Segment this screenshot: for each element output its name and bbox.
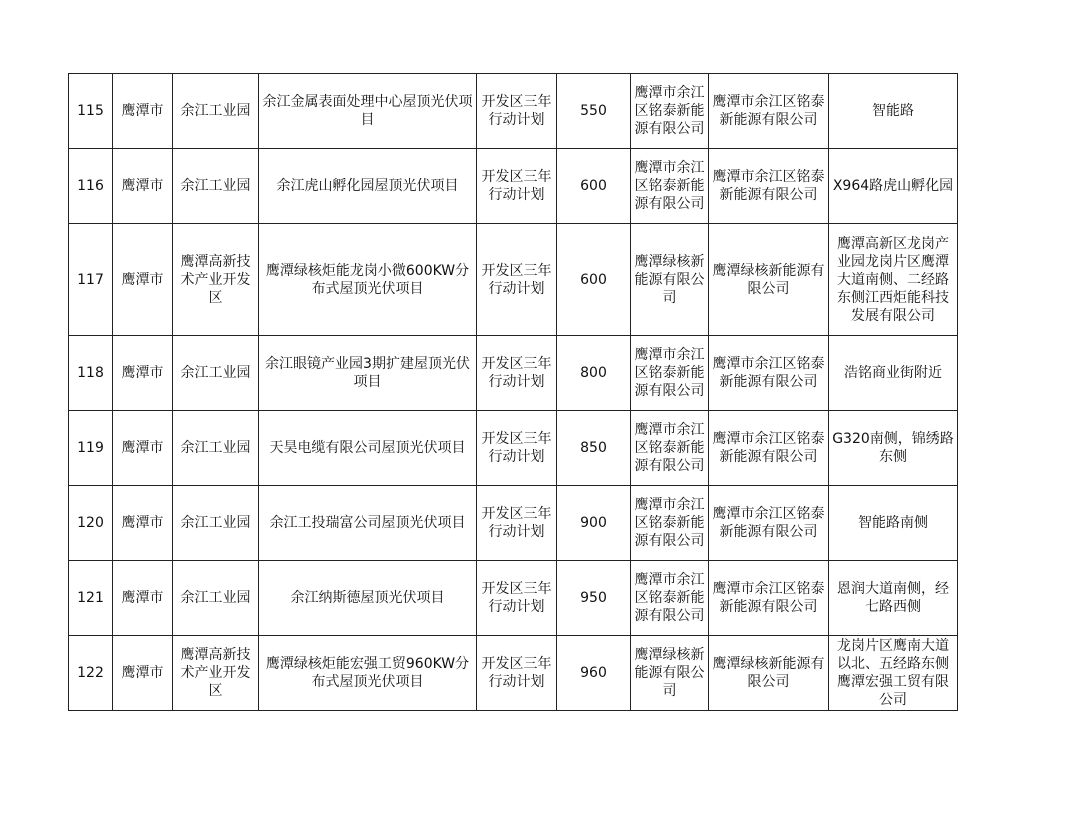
location-cell: 智能路 — [829, 74, 958, 149]
capacity-cell: 800 — [557, 336, 631, 411]
industrial-park-cell: 余江工业园 — [173, 149, 259, 224]
owner-company-cell: 鹰潭市余江区铭泰新能源有限公司 — [709, 486, 829, 561]
table-body — [69, 74, 958, 711]
location-cell: 浩铭商业街附近 — [829, 336, 958, 411]
industrial-park-cell: 余江工业园 — [173, 336, 259, 411]
project-name-cell: 余江工投瑞富公司屋顶光伏项目 — [259, 486, 477, 561]
investor-cell: 鹰潭绿核新能源有限公司 — [631, 636, 709, 711]
investor-cell: 鹰潭市余江区铭泰新能源有限公司 — [631, 74, 709, 149]
location-cell: G320南侧，锦绣路东侧 — [829, 411, 958, 486]
table-row — [69, 411, 958, 486]
row-number-cell: 120 — [69, 486, 113, 561]
location-cell: X964路虎山孵化园 — [829, 149, 958, 224]
owner-company-cell: 鹰潭市余江区铭泰新能源有限公司 — [709, 336, 829, 411]
city-cell: 鹰潭市 — [113, 561, 173, 636]
plan-source-cell: 开发区三年行动计划 — [477, 149, 557, 224]
capacity-cell: 600 — [557, 224, 631, 336]
owner-company-cell: 鹰潭市余江区铭泰新能源有限公司 — [709, 411, 829, 486]
table-row — [69, 486, 958, 561]
project-name-cell: 余江金属表面处理中心屋顶光伏项目 — [259, 74, 477, 149]
investor-cell: 鹰潭市余江区铭泰新能源有限公司 — [631, 149, 709, 224]
project-name-cell: 余江纳斯德屋顶光伏项目 — [259, 561, 477, 636]
owner-company-cell: 鹰潭市余江区铭泰新能源有限公司 — [709, 561, 829, 636]
row-number-cell: 119 — [69, 411, 113, 486]
city-cell: 鹰潭市 — [113, 636, 173, 711]
city-cell: 鹰潭市 — [113, 149, 173, 224]
row-number-cell: 121 — [69, 561, 113, 636]
city-cell: 鹰潭市 — [113, 336, 173, 411]
plan-source-cell: 开发区三年行动计划 — [477, 636, 557, 711]
industrial-park-cell: 鹰潭高新技术产业开发区 — [173, 224, 259, 336]
city-cell: 鹰潭市 — [113, 486, 173, 561]
table-row — [69, 74, 958, 149]
capacity-cell: 550 — [557, 74, 631, 149]
row-number-cell: 117 — [69, 224, 113, 336]
investor-cell: 鹰潭市余江区铭泰新能源有限公司 — [631, 336, 709, 411]
row-number-cell: 122 — [69, 636, 113, 711]
owner-company-cell: 鹰潭市余江区铭泰新能源有限公司 — [709, 149, 829, 224]
industrial-park-cell: 鹰潭高新技术产业开发区 — [173, 636, 259, 711]
capacity-cell: 950 — [557, 561, 631, 636]
row-number-cell: 115 — [69, 74, 113, 149]
investor-cell: 鹰潭市余江区铭泰新能源有限公司 — [631, 486, 709, 561]
city-cell: 鹰潭市 — [113, 224, 173, 336]
plan-source-cell: 开发区三年行动计划 — [477, 336, 557, 411]
industrial-park-cell: 余江工业园 — [173, 411, 259, 486]
owner-company-cell: 鹰潭绿核新能源有限公司 — [709, 636, 829, 711]
project-name-cell: 余江虎山孵化园屋顶光伏项目 — [259, 149, 477, 224]
table-row — [69, 636, 958, 711]
plan-source-cell: 开发区三年行动计划 — [477, 486, 557, 561]
table-row — [69, 336, 958, 411]
owner-company-cell: 鹰潭市余江区铭泰新能源有限公司 — [709, 74, 829, 149]
plan-source-cell: 开发区三年行动计划 — [477, 411, 557, 486]
industrial-park-cell: 余江工业园 — [173, 74, 259, 149]
location-cell: 龙岗片区鹰南大道以北、五经路东侧鹰潭宏强工贸有限公司 — [829, 636, 958, 711]
plan-source-cell: 开发区三年行动计划 — [477, 224, 557, 336]
capacity-cell: 600 — [557, 149, 631, 224]
table-row — [69, 224, 958, 336]
investor-cell: 鹰潭市余江区铭泰新能源有限公司 — [631, 561, 709, 636]
investor-cell: 鹰潭市余江区铭泰新能源有限公司 — [631, 411, 709, 486]
city-cell: 鹰潭市 — [113, 74, 173, 149]
location-cell: 鹰潭高新区龙岗产业园龙岗片区鹰潭大道南侧、二经路东侧江西炬能科技发展有限公司 — [829, 224, 958, 336]
capacity-cell: 900 — [557, 486, 631, 561]
project-name-cell: 鹰潭绿核炬能龙岗小微600KW分布式屋顶光伏项目 — [259, 224, 477, 336]
location-cell: 智能路南侧 — [829, 486, 958, 561]
project-name-cell: 余江眼镜产业园3期扩建屋顶光伏项目 — [259, 336, 477, 411]
industrial-park-cell: 余江工业园 — [173, 561, 259, 636]
owner-company-cell: 鹰潭绿核新能源有限公司 — [709, 224, 829, 336]
row-number-cell: 118 — [69, 336, 113, 411]
location-cell: 恩润大道南侧，经七路西侧 — [829, 561, 958, 636]
table-row — [69, 149, 958, 224]
row-number-cell: 116 — [69, 149, 113, 224]
city-cell: 鹰潭市 — [113, 411, 173, 486]
industrial-park-cell: 余江工业园 — [173, 486, 259, 561]
project-name-cell: 天昊电缆有限公司屋顶光伏项目 — [259, 411, 477, 486]
project-table — [68, 73, 958, 711]
capacity-cell: 850 — [557, 411, 631, 486]
plan-source-cell: 开发区三年行动计划 — [477, 74, 557, 149]
table-row — [69, 561, 958, 636]
capacity-cell: 960 — [557, 636, 631, 711]
project-name-cell: 鹰潭绿核炬能宏强工贸960KW分布式屋顶光伏项目 — [259, 636, 477, 711]
investor-cell: 鹰潭绿核新能源有限公司 — [631, 224, 709, 336]
plan-source-cell: 开发区三年行动计划 — [477, 561, 557, 636]
